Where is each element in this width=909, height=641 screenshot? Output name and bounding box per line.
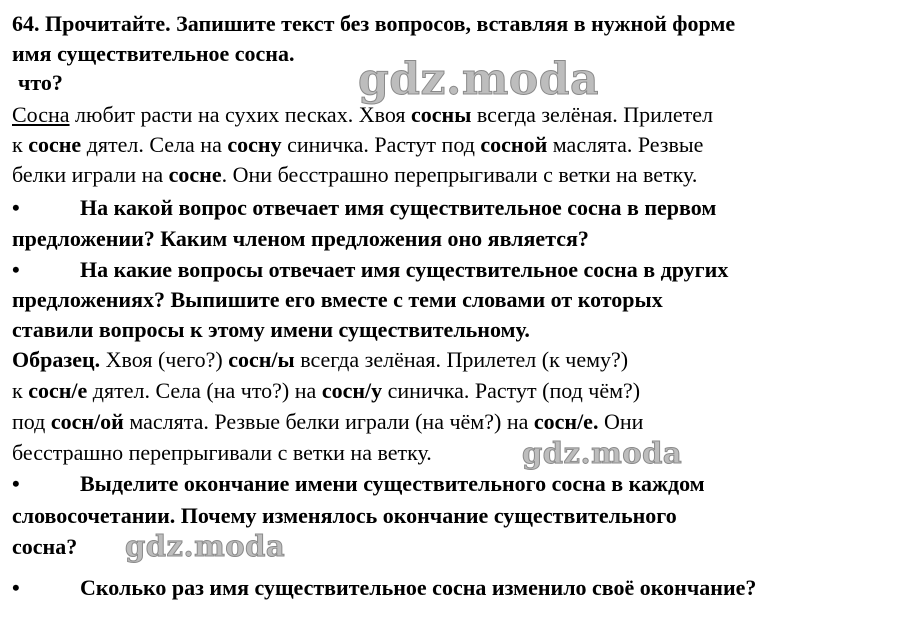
text-fragment: Они	[598, 409, 644, 434]
text-fragment: маслята. Резвые белки играли (на чём?) на	[123, 409, 534, 434]
bullet: •	[12, 575, 20, 600]
bold-word: сосн/ой	[50, 409, 124, 434]
question-3-line-2: словосочетании. Почему изменялось окончание существительного	[12, 503, 677, 528]
question-4-line	[12, 575, 756, 601]
text-line-2	[12, 132, 703, 158]
bullet: •	[12, 257, 20, 282]
text-fragment: дятел. Села на	[81, 132, 228, 157]
question-3-line-1	[12, 471, 705, 497]
task-heading-line-1: 64. Прочитайте. Запишите текст без вопросов, вставляя в нужной форме	[12, 11, 736, 36]
text-fragment: маслята. Резвые	[547, 132, 704, 157]
bold-word: сосны	[411, 102, 472, 127]
sample-line-2	[12, 378, 640, 404]
bold-word: сосн/е.	[533, 409, 599, 434]
watermark-logo: gdz.moda	[125, 529, 286, 563]
text-fragment: всегда зелёная. Прилетел	[471, 102, 713, 127]
text-line-1	[12, 102, 713, 128]
text-fragment: под	[12, 409, 51, 434]
text-fragment: белки играли на	[12, 162, 169, 187]
text-fragment: к	[12, 378, 29, 403]
text-fragment: любит расти на сухих песках. Хвоя	[69, 102, 412, 127]
bold-word: сосной	[480, 132, 548, 157]
watermark-logo: gdz.moda	[358, 54, 600, 105]
bold-word: сосн/ы	[228, 347, 295, 372]
sample-line-1	[12, 347, 628, 373]
text-line-3	[12, 162, 697, 188]
bold-word: сосну	[227, 132, 282, 157]
text-fragment: всегда зелёная. Прилетел (к чему?)	[294, 347, 629, 372]
question-3-line-3: сосна?	[12, 534, 78, 559]
text-fragment: . Они бесстрашно перепрыгивали с ветки на ветку.	[221, 162, 698, 187]
sample-label: Образец.	[12, 347, 101, 372]
question-2-line-1	[12, 257, 728, 283]
sample-line-4: бесстрашно перепрыгивали с ветки на ветку.	[12, 440, 432, 465]
sample-line-3	[12, 409, 643, 435]
question-2-line-2: предложениях? Выпишите его вместе с теми словами от которых	[12, 287, 663, 312]
question-text: На какой вопрос отвечает имя существительное сосна в первом	[80, 195, 717, 220]
text-fragment: дятел. Села (на что?) на	[87, 378, 322, 403]
bold-word: сосне	[168, 162, 222, 187]
question-text: Сколько раз имя существительное сосна изменило своё окончание?	[80, 575, 757, 600]
bold-word: сосне	[28, 132, 82, 157]
bold-word: сосн/у	[321, 378, 383, 403]
question-text: Выделите окончание имени существительного сосна в каждом	[80, 471, 705, 496]
question-2-line-3: ставили вопросы к этому имени существительному.	[12, 317, 530, 342]
text-fragment: синичка. Растут (под чём?)	[382, 378, 641, 403]
question-text: На какие вопросы отвечает имя существительное сосна в других	[80, 257, 729, 282]
text-fragment: Хвоя (чего?)	[100, 347, 229, 372]
text-fragment: к	[12, 132, 29, 157]
bullet: •	[12, 195, 20, 220]
watermark-logo: gdz.moda	[522, 436, 683, 470]
question-1-line-1	[12, 195, 716, 221]
bold-word: сосн/е	[28, 378, 88, 403]
prompt-question: что?	[18, 70, 63, 95]
bullet: •	[12, 471, 20, 496]
task-heading-line-2: имя существительное сосна.	[12, 41, 295, 66]
question-1-line-2: предложении? Каким членом предложения оно является?	[12, 226, 589, 251]
underlined-word: Сосна	[12, 102, 70, 127]
text-fragment: синичка. Растут под	[281, 132, 481, 157]
